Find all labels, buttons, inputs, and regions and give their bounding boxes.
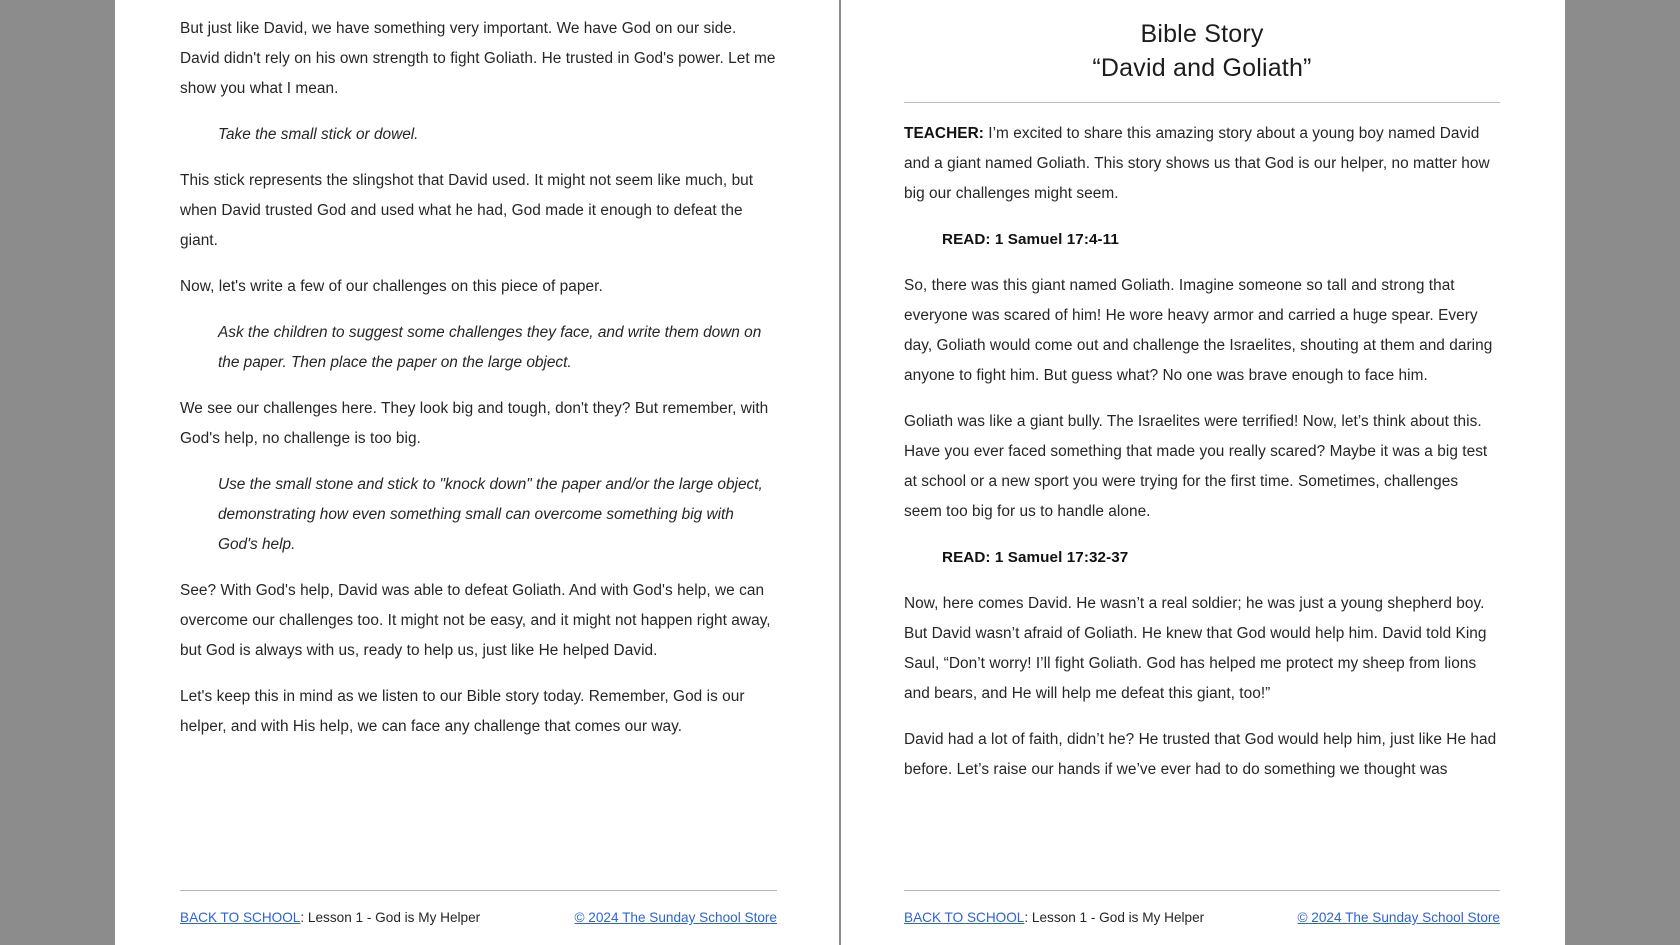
left-body-area (180, 0, 777, 742)
page-right-content (904, 0, 1500, 945)
paragraph: See? With God's help, David was able to defeat Goliath. And with God's help, we can overcome our challenges too. It might not be easy, and it might not happen right away, but God is always with us, ready to help us, just like He helped David. (180, 582, 771, 659)
footer-row (904, 910, 1500, 925)
page-left (115, 0, 839, 945)
stage-direction: Take the small stick or dowel. (218, 126, 419, 143)
right-body-area (904, 103, 1500, 785)
copyright-link[interactable]: © 2024 The Sunday School Store (1297, 910, 1500, 925)
page-right-footer (904, 890, 1500, 925)
paragraph: So, there was this giant named Goliath. Imagine someone so tall and strong that everyone was scared of him! He wore heavy armor and carried a huge spear. Every day, Goliath would come out and challenge the Israelites, shouting at them and daring anyone to fight him. But guess what? No one was brave enough to face him. (904, 276, 1493, 384)
paragraph: David had a lot of faith, didn’t he? He trusted that God would help him, just like He had before. Let’s raise our hands if we’ve ever had to do something we thought was (904, 730, 1497, 778)
footer-divider (180, 890, 777, 891)
paragraph: We see our challenges here. They look big and tough, don't they? But remember, with God's help, no challenge is too big. (180, 400, 769, 447)
page-right (841, 0, 1565, 945)
footer-lesson (180, 910, 480, 925)
paragraph: This stick represents the slingshot that David used. It might not seem like much, but when David trusted God and used what he had, God made it enough to defeat the giant. (180, 172, 754, 249)
read-reference: READ: 1 Samuel 17:4-11 (942, 230, 1119, 248)
page-spread (115, 0, 1565, 945)
teacher-paragraph-text: I’m excited to share this amazing story about a young boy named David and a giant named Goliath. This story shows us that God is our helper, no matter how big our challenges might seem. (904, 124, 1490, 202)
footer-divider (904, 890, 1500, 891)
page-left-footer (180, 890, 777, 925)
stage-direction: Ask the children to suggest some challenges they face, and write them down on the paper. Then place the paper on the large object. (218, 324, 762, 371)
stage-direction: Use the small stone and stick to "knock down" the paper and/or the large object, demonstrating how even something small can overcome something big with God's help. (218, 476, 763, 553)
copyright-link[interactable]: © 2024 The Sunday School Store (574, 910, 777, 925)
bible-story-title-block (904, 0, 1500, 103)
paragraph: Goliath was like a giant bully. The Israelites were terrified! Now, let’s think about this. Have you ever faced something that made you really scared? Maybe it was a big test at school or a new sport you were trying for the first time. Sometimes, challenges seem too big for us to handle alone. (904, 412, 1488, 520)
paragraph: Now, let's write a few of our challenges on this piece of paper. (180, 278, 603, 295)
speaker-label: TEACHER: (904, 124, 984, 142)
page-left-content (180, 0, 777, 945)
title-line-1: Bible Story (1140, 20, 1264, 48)
read-reference: READ: 1 Samuel 17:32-37 (942, 548, 1129, 566)
paragraph: Now, here comes David. He wasn’t a real soldier; he was just a young shepherd boy. But David wasn’t afraid of Goliath. He knew that God would help him. David told King Saul, “Don’t worry! I’ll fight Goliath. God has helped me protect my sheep from lions and bears, and He will help me defeat this giant, too!” (904, 594, 1487, 702)
footer-row (180, 910, 777, 925)
footer-lesson-text: : Lesson 1 - God is My Helper (300, 910, 481, 925)
back-to-school-link[interactable]: BACK TO SCHOOL (904, 910, 1025, 925)
paragraph: But just like David, we have something very important. We have God on our side. David didn't rely on his own strength to fight Goliath. He trusted in God's power. Let me show you what I mean. (180, 20, 776, 97)
title-line-2: “David and Goliath” (1092, 53, 1312, 82)
back-to-school-link[interactable]: BACK TO SCHOOL (180, 910, 301, 925)
teacher-paragraph (904, 119, 1500, 209)
paragraph: Let's keep this in mind as we listen to our Bible story today. Remember, God is our helper, and with His help, we can face any challenge that comes our way. (180, 688, 745, 735)
footer-lesson-text: : Lesson 1 - God is My Helper (1024, 910, 1205, 925)
footer-lesson (904, 910, 1204, 925)
